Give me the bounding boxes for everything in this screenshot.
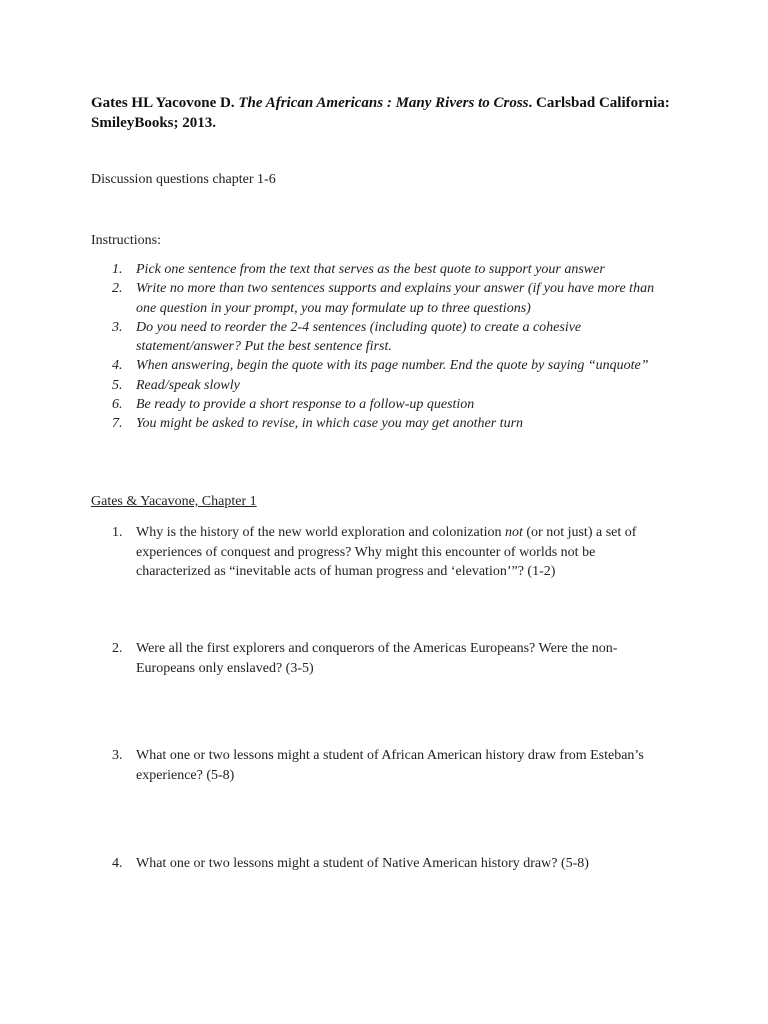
instruction-text: Do you need to reorder the 2-4 sentences (including quote) to create a cohesive statement/answer? Put the best sentence first. <box>136 319 582 355</box>
question-number: 3. <box>112 748 123 763</box>
instruction-text: Read/speak slowly <box>136 377 240 393</box>
instruction-number: 1. <box>112 262 123 277</box>
question-item <box>91 523 671 582</box>
instruction-item <box>91 356 671 375</box>
document-subtitle: Discussion questions chapter 1-6 <box>91 172 276 187</box>
citation <box>91 93 691 133</box>
instruction-item <box>91 414 671 433</box>
instruction-number: 7. <box>112 416 123 432</box>
question-text-part: Why is the history of the new world exploration and colonization <box>136 525 505 540</box>
question-number: 1. <box>112 525 123 540</box>
instruction-item <box>91 376 671 395</box>
instruction-number: 3. <box>112 319 123 335</box>
question-text: Were all the first explorers and conquerors of the Americas Europeans? Were the non-Europeans only enslaved? (3-5) <box>136 641 618 676</box>
question-item <box>91 854 671 874</box>
question-item <box>91 639 671 678</box>
instruction-number: 5. <box>112 377 123 393</box>
question-item <box>91 746 671 785</box>
instruction-item <box>91 279 671 318</box>
question-number: 4. <box>112 856 123 871</box>
instruction-text: You might be asked to revise, in which case you may get another turn <box>136 416 524 432</box>
instruction-text: Pick one sentence from the text that serves as the best quote to support your answer <box>136 262 605 277</box>
instruction-text: Be ready to provide a short response to a follow-up question <box>136 397 475 413</box>
question-text: What one or two lessons might a student of Native American history draw? (5-8) <box>136 856 589 871</box>
instruction-number: 2. <box>112 281 123 297</box>
instruction-item <box>91 260 671 279</box>
citation-publisher-info: . Carlsbad California: SmileyBooks; 2013. <box>91 95 670 131</box>
instruction-text: Write no more than two sentences supports and explains your answer (if you have more than one question in your prompt, you may formulate up to three questions) <box>136 281 655 316</box>
question-text-part: (or not just) a set of experiences of conquest and progress? Why might this encounter of worlds not be characterized as “inevitable acts of human progress and ‘elevation’”? (1-2) <box>136 525 637 579</box>
instructions-label: Instructions: <box>91 233 161 248</box>
instruction-item <box>91 395 671 414</box>
question-text-emphasis: not <box>504 525 523 540</box>
instruction-number: 6. <box>112 397 123 413</box>
instruction-item <box>91 318 671 357</box>
section-heading: Gates & Yacavone, Chapter 1 <box>91 494 257 509</box>
question-text <box>91 523 671 582</box>
instructions-list <box>91 260 671 434</box>
citation-authors: Gates HL Yacovone D. <box>91 95 235 111</box>
citation-book-title: The African Americans : Many Rivers to Cross <box>238 95 529 111</box>
question-number: 2. <box>112 641 123 656</box>
instruction-text: When answering, begin the quote with its page number. End the quote by saying “unquote” <box>136 358 649 374</box>
instruction-number: 4. <box>112 358 123 374</box>
question-text: What one or two lessons might a student of African American history draw from Esteban’s experience? (5-8) <box>136 748 644 783</box>
